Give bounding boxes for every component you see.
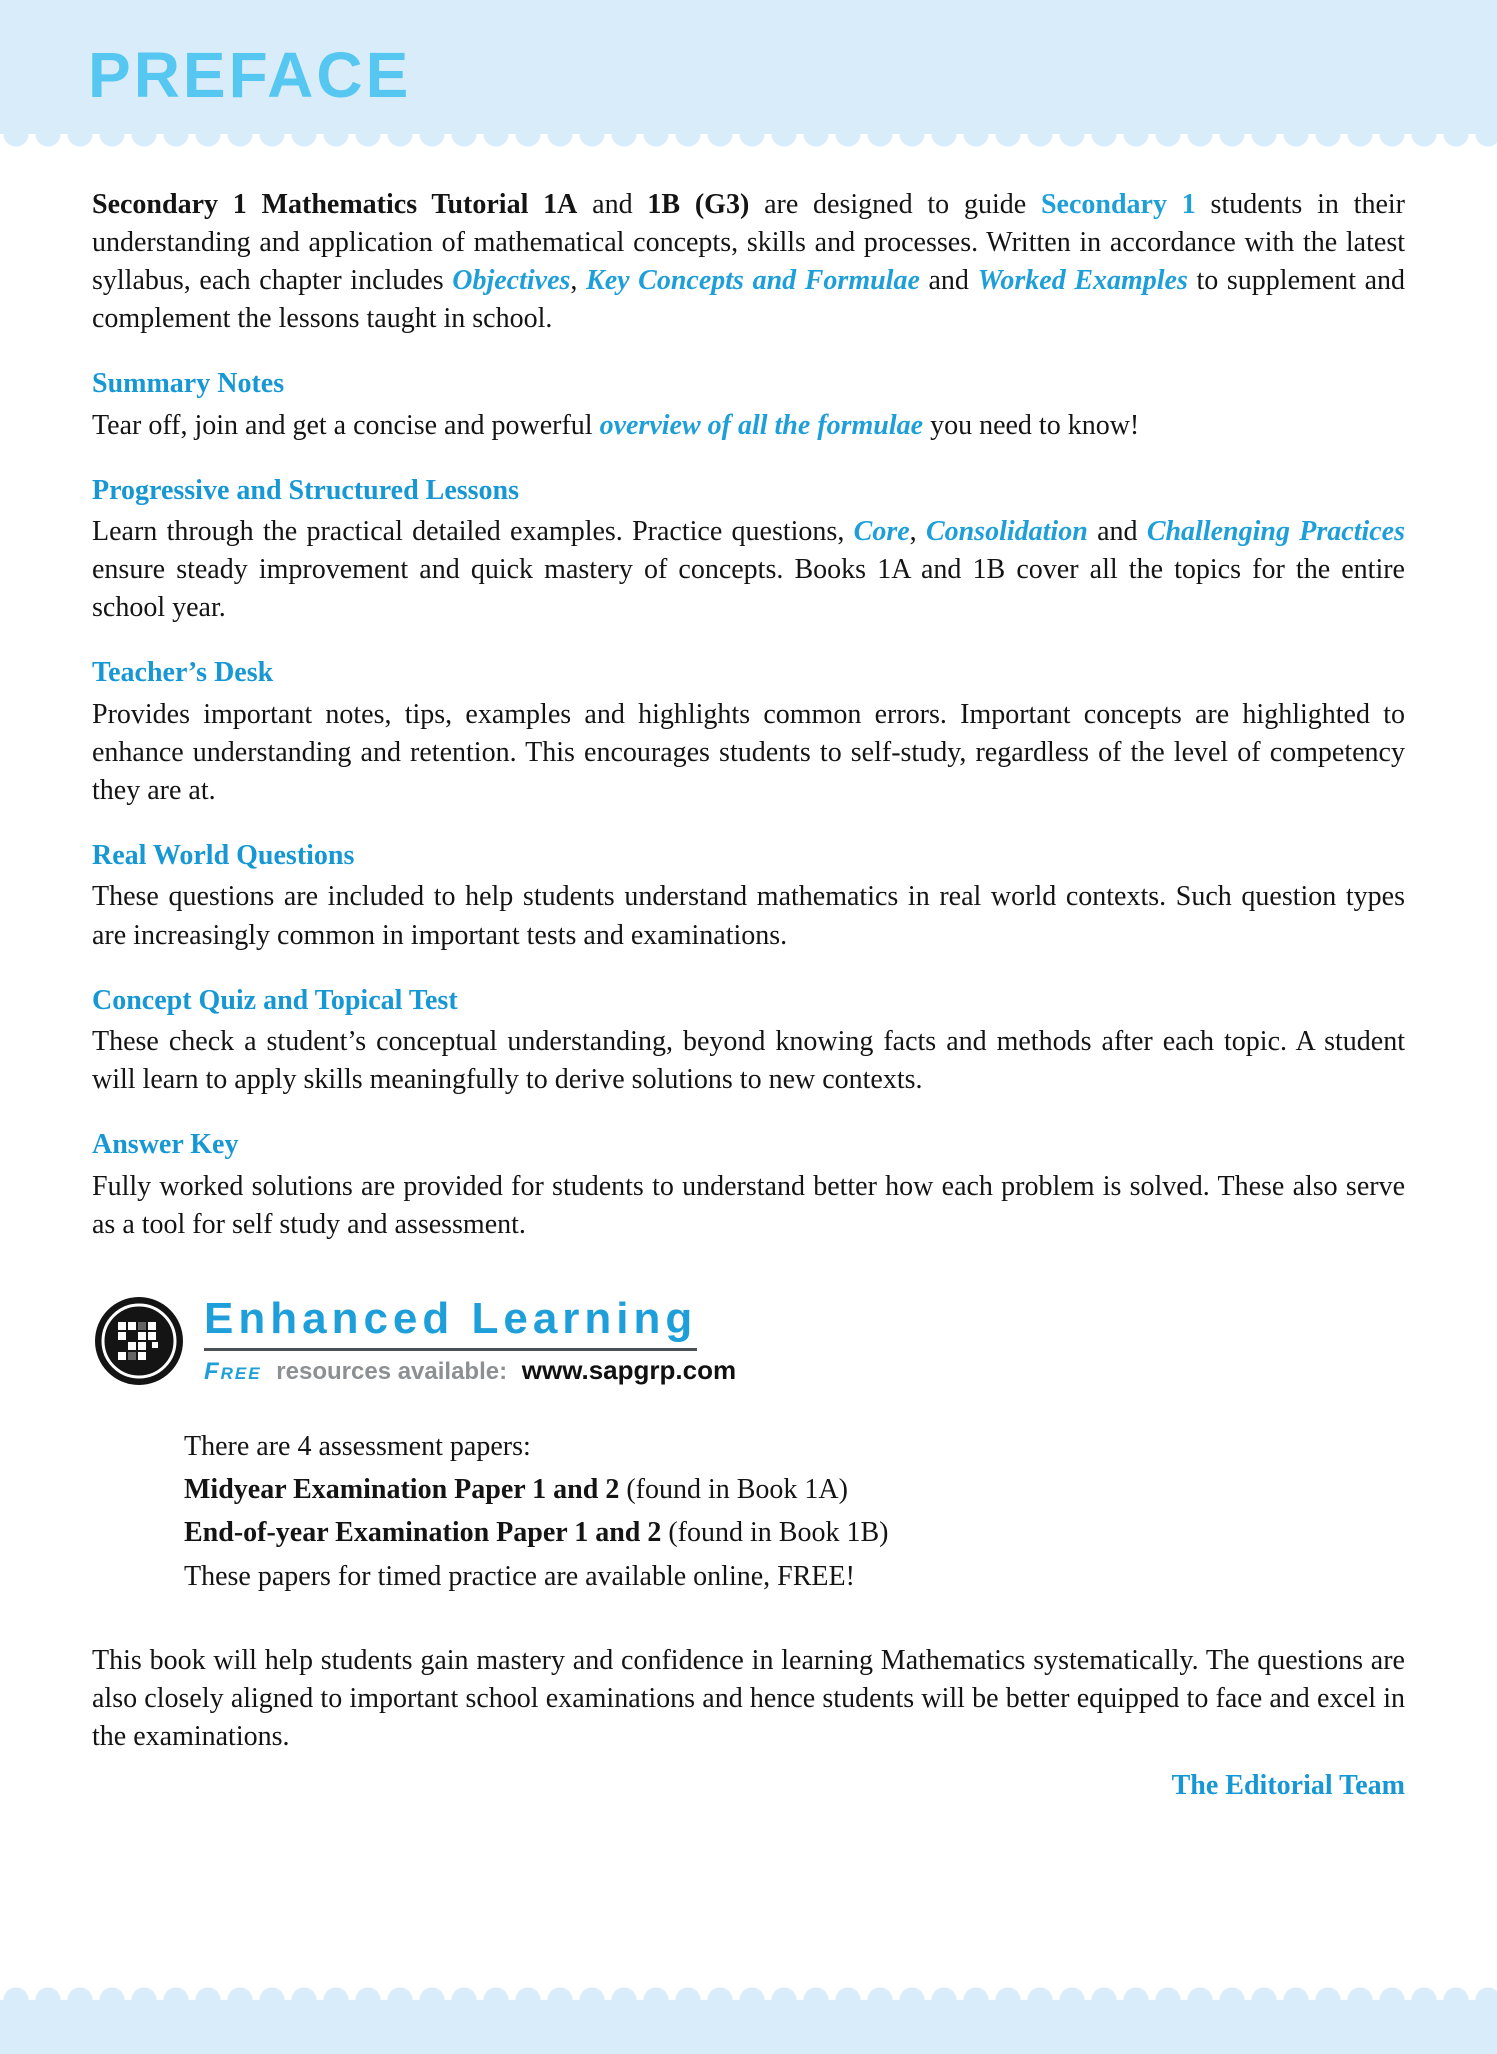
section-heading: Progressive and Structured Lessons: [92, 474, 520, 506]
section-teachers-desk: [92, 655, 1405, 810]
section-body: [92, 513, 1405, 627]
text-segment: Secondary 1 Mathematics Tutorial 1A: [92, 189, 578, 220]
section-heading: Summary Notes: [92, 368, 285, 400]
text-segment: This book will help students gain mastery and confidence in learning Mathematics systematically. The questions are also closely aligned to important school examinations and hence students will be better equipped to face and excel in the examinations.: [92, 1645, 1405, 1753]
website-url: www.sapgrp.com: [521, 1354, 737, 1385]
assessment-line: [184, 1468, 1405, 1511]
text-segment: and: [1087, 516, 1147, 548]
page-content: [0, 186, 1497, 1802]
text-segment: ,: [570, 265, 587, 297]
text-segment: Fully worked solutions are provided for students to understand better how each problem is solved. These also serve as a tool for self study and assessment.: [92, 1170, 1405, 1240]
text-segment: students in their understanding and application of mathematical concepts, skills and processes. Written in accordance with the latest syllabus, each chapter includes: [92, 189, 1405, 297]
section-body: [92, 1023, 1405, 1099]
text-segment: 1B (G3): [647, 189, 750, 220]
free-resources-line: [204, 1355, 736, 1386]
section-real-world-questions: [92, 838, 1405, 955]
header-band-scallop-edge: [0, 134, 1497, 150]
footer-band: [0, 1984, 1497, 2054]
section-heading: Answer Key: [92, 1129, 239, 1161]
text-segment: (found in Book 1A): [619, 1474, 848, 1506]
text-segment: you need to know!: [923, 409, 1140, 441]
enhanced-learning-text: [204, 1293, 737, 1386]
resources-label: resources available:: [276, 1357, 508, 1385]
text-segment: Consolidation: [925, 516, 1088, 548]
section-answer-key: [92, 1127, 1405, 1244]
text-segment: are designed to guide: [749, 189, 1041, 220]
text-segment: and: [919, 265, 978, 297]
text-segment: These check a student’s conceptual understanding, beyond knowing facts and methods after each topic. A student will learn to apply skills meaningfully to derive solutions to new contexts.: [92, 1025, 1405, 1096]
header-band: [0, 0, 1497, 134]
section-heading: Teacher’s Desk: [92, 657, 274, 689]
text-segment: Provides important notes, tips, examples and highlights common errors. Important concepts are highlighted to enhance understanding and retention. This encourages students to self-study, regardless of the level of competency they are at.: [92, 698, 1405, 806]
text-segment: These papers for timed practice are available online, FREE!: [184, 1560, 855, 1592]
page-title: PREFACE: [88, 39, 412, 111]
closing-paragraph: [92, 1642, 1405, 1756]
assessment-line: [184, 1555, 1405, 1598]
text-segment: overview of all the formulae: [599, 409, 924, 441]
text-segment: and: [577, 189, 648, 220]
section-body: [92, 1168, 1405, 1244]
enhanced-learning-title: Enhanced Learning: [204, 1296, 697, 1351]
text-segment: There are 4 assessment papers:: [184, 1430, 531, 1462]
section-concept-quiz: [92, 983, 1405, 1100]
footer-band-scallop-edge: [0, 1984, 1497, 2000]
enhanced-learning-block: [94, 1293, 1405, 1391]
text-segment: Secondary 1: [1040, 189, 1196, 220]
text-segment: Tear off, join and get a concise and powerful: [92, 409, 600, 441]
text-segment: Midyear Examination Paper 1 and 2: [184, 1474, 620, 1506]
text-segment: Objectives: [452, 265, 571, 297]
assessment-papers-list: [184, 1425, 1405, 1599]
section-heading: Real World Questions: [92, 840, 355, 872]
section-body: [92, 696, 1405, 810]
text-segment: Worked Examples: [977, 265, 1188, 297]
section-summary-notes: [92, 366, 1405, 444]
section-body: [92, 407, 1405, 445]
editorial-team-signature: The Editorial Team: [1171, 1770, 1405, 1802]
text-segment: End-of-year Examination Paper 1 and 2: [184, 1517, 662, 1549]
text-segment: Key Concepts and Formulae: [586, 265, 920, 297]
text-segment: Core: [853, 516, 910, 548]
assessment-line: [184, 1425, 1405, 1468]
text-segment: Challenging Practices: [1146, 516, 1406, 548]
text-segment: (found in Book 1B): [661, 1517, 889, 1549]
text-segment: These questions are included to help students understand mathematics in real world contexts. Such question types are increasingly common in important tests and examinations.: [92, 881, 1405, 951]
text-segment: ensure steady improvement and quick mastery of concepts. Books 1A and 1B cover all the topics for the entire school year.: [92, 554, 1405, 624]
section-body: [92, 878, 1405, 954]
qr-pixel-logo-icon: [94, 1296, 184, 1391]
intro-paragraph: [92, 186, 1405, 338]
text-segment: Learn through the practical detailed examples. Practice questions,: [92, 516, 854, 548]
text-segment: to supplement and complement the lessons taught in school.: [92, 265, 1406, 335]
text-segment: ,: [909, 516, 926, 548]
section-progressive-lessons: [92, 473, 1405, 628]
assessment-line: [184, 1511, 1405, 1554]
section-heading: Concept Quiz and Topical Test: [92, 984, 458, 1016]
free-label: Free: [204, 1357, 262, 1385]
